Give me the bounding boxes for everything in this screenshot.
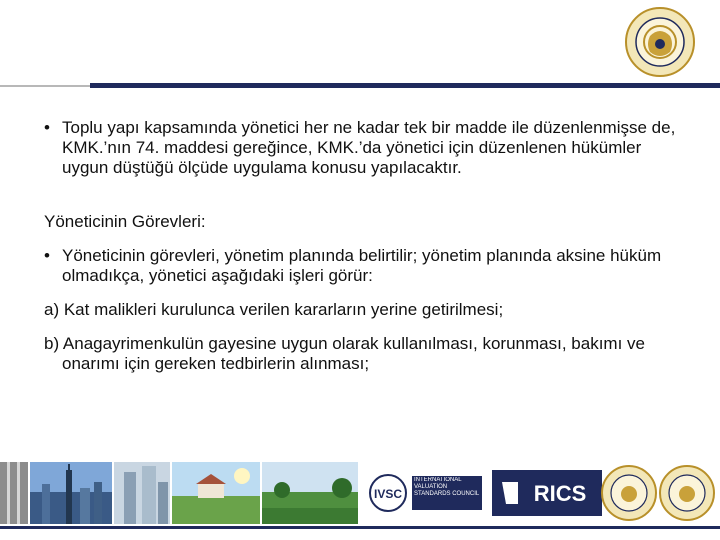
bullet-icon: • (44, 246, 50, 265)
countryside-photo (172, 462, 260, 524)
paragraph-text: Yöneticinin görevleri, yönetim planında belirtilir; yönetim planında aksine hüküm olmadıkça, yönetici aşağıdaki işleri görür: (62, 246, 662, 285)
paragraph-gorevler (44, 246, 684, 286)
rics-mark: RICS (533, 481, 587, 506)
slide-content (44, 118, 684, 374)
list-item-b: b) Anagayrimenkulün gayesine uygun olarak kullanılması, korunması, bakımı ve onarımı için gereken tedbirlerin alınması; (44, 334, 645, 373)
paragraph-text: Toplu yapı kapsamında yönetici her ne kadar tek bir madde ile düzenlenmişse de, KMK.’nın 74. maddesi gereğince, KMK.’da yönetici için düzenlenen hükümler uygun düştüğü ölçüde uygulama konusu yapılacaktır. (62, 118, 676, 177)
rics-logo (492, 470, 602, 516)
ankara-universitesi-seal-icon (600, 464, 658, 522)
city-skyline-photo (30, 462, 112, 524)
ankara-universitesi-seal-icon (658, 464, 716, 522)
header-divider-navy (90, 83, 720, 88)
stripe-left (7, 462, 10, 524)
stripe-right (17, 462, 20, 524)
university-seal-small (600, 464, 658, 522)
ivsc-text: INTERNATIONAL VALUATION STANDARDS COUNCIL (414, 477, 480, 497)
ankara-universitesi-seal-icon (624, 6, 696, 78)
section-heading: Yöneticinin Görevleri: (44, 212, 206, 231)
partner-logos (360, 462, 720, 524)
footer-divider (0, 526, 720, 529)
bullet-icon: • (44, 118, 50, 137)
towers-photo (114, 462, 170, 524)
footer-stripes (0, 462, 28, 524)
ivsc-logo (366, 470, 486, 516)
university-seal-logo (624, 6, 696, 78)
list-item-a: a) Kat malikleri kurulunca verilen kararların yerine getirilmesi; (44, 300, 504, 319)
header-divider-grey (0, 85, 90, 87)
footer-banner (0, 462, 720, 540)
meadow-photo (262, 462, 358, 524)
paragraph-toplu-yapi (44, 118, 684, 178)
ivsc-mark: IVSC (373, 487, 403, 501)
header-divider (0, 82, 720, 90)
university-seal-small-2 (658, 464, 716, 522)
